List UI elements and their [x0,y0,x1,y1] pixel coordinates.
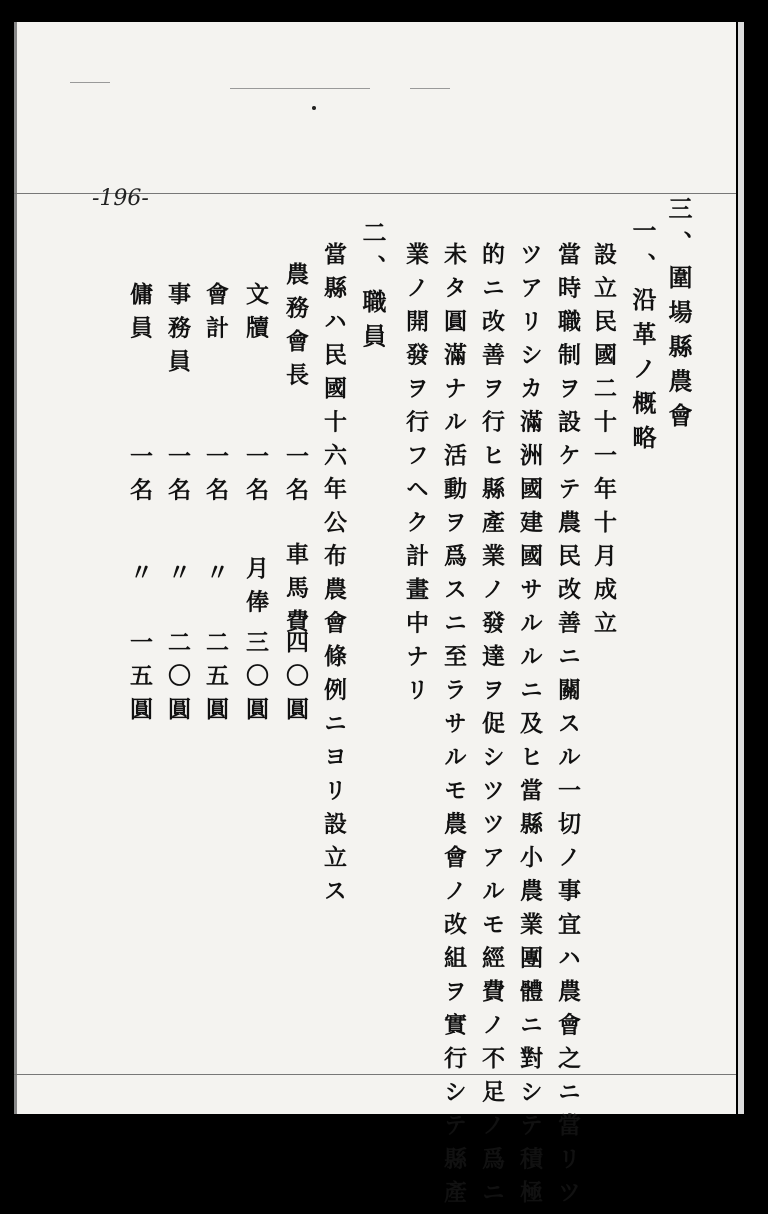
staff-amount: 二五圓 [202,630,229,731]
subsection-title: 二、職員 [358,220,387,358]
history-line: 的ニ改善ヲ行ヒ縣產業ノ發達ヲ促シツツアルモ經費ノ不足ノ爲ニ [478,242,505,1214]
history-line: ツアリシカ滿洲國建國サルルニ及ヒ當縣小農業團體ニ對シテ積極 [516,242,543,1214]
staff-amount: 二〇圓 [164,630,191,731]
history-line: 未タ圓滿ナル活動ヲ爲スニ至ラサルモ農會ノ改組ヲ實行シテ縣產 [440,242,467,1214]
history-line: 業ノ開發ヲ行フヘク計畫中ナリ [402,242,429,711]
staff-amount: 四〇圓 [282,630,309,731]
staff-title: 文牘 [242,282,269,349]
history-line: 設立民國二十一年十月成立 [590,242,617,644]
scan-edge [14,22,17,1114]
staff-count: 一名 [126,444,153,511]
staff-title: 傭員 [126,282,153,349]
scan-edge-right [738,22,744,1114]
staff-count: 一名 [202,444,229,511]
staff-amount: 三〇圓 [242,630,269,731]
staff-title: 會計 [202,282,229,349]
staff-pay-label: 車馬費 [282,542,309,643]
staff-count: 一名 [242,444,269,511]
staff-intro: 當縣ハ民國十六年公布農會條例ニヨリ設立ス [320,242,347,912]
footer-rule [14,1074,736,1075]
staff-pay-label: 月俸 [242,556,269,623]
staff-title: 農務會長 [282,262,309,396]
scan-mark [230,88,370,89]
staff-amount: 一五圓 [126,630,153,731]
staff-pay-label: 〃 [164,560,191,594]
staff-pay-label: 〃 [126,560,153,594]
scan-mark [312,106,316,110]
staff-count: 一名 [164,444,191,511]
staff-pay-label: 〃 [202,560,229,594]
page-number: -196- [92,186,149,211]
history-line: 當時職制ヲ設ケテ農民改善ニ關スル一切ノ事宜ハ農會之ニ當リツ [554,242,581,1214]
staff-title: 事務員 [164,282,191,383]
scan-mark [70,82,110,83]
subsection-title: 一、沿革ノ概略 [628,218,657,460]
staff-count: 一名 [282,444,309,511]
section-title: 三、圍場縣農會 [664,196,693,438]
scan-mark [410,88,450,89]
